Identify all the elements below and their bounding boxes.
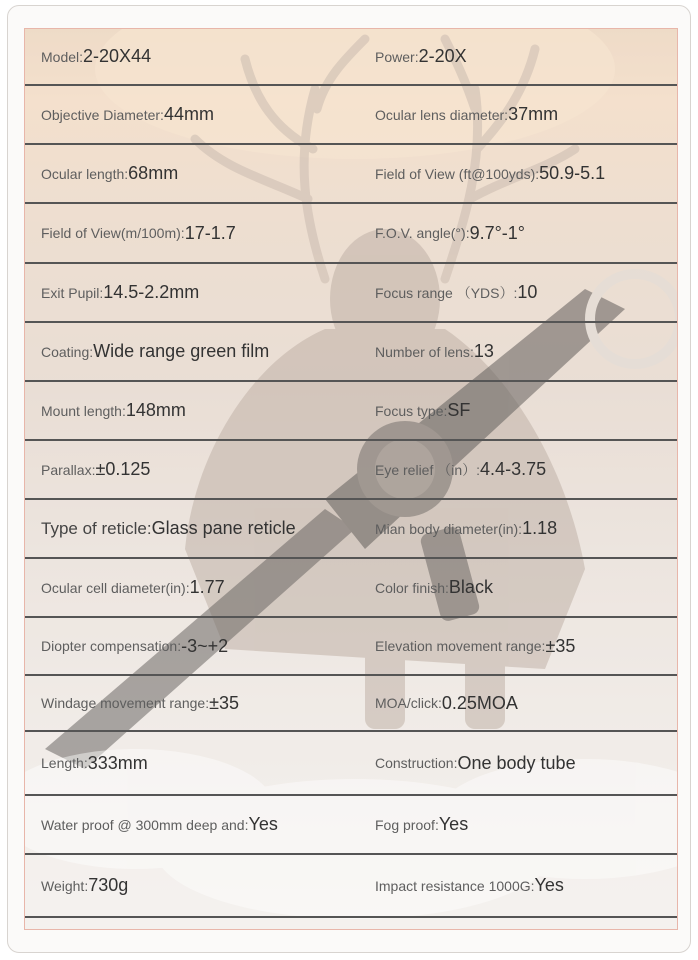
spec-separator: : bbox=[530, 877, 535, 894]
spec-value: Yes bbox=[534, 875, 564, 895]
spec-row bbox=[25, 145, 677, 204]
spec-label: Mian body diameter(in) bbox=[375, 520, 519, 537]
spec-cell-right bbox=[375, 855, 564, 916]
spec-value: Glass pane reticle bbox=[151, 518, 296, 538]
spec-value: Yes bbox=[248, 814, 278, 834]
spec-separator: : bbox=[91, 461, 96, 478]
spec-cell-right bbox=[375, 559, 493, 616]
spec-row bbox=[25, 441, 677, 500]
spec-value: 1.18 bbox=[522, 518, 558, 538]
spec-separator: : bbox=[443, 402, 448, 419]
spec-cell-left bbox=[41, 382, 186, 439]
spec-cell-right bbox=[375, 145, 605, 202]
spec-cell-right bbox=[375, 29, 467, 84]
spec-value: 50.9-5.1 bbox=[539, 163, 606, 183]
spec-label: Focus type bbox=[375, 402, 444, 419]
spec-separator: : bbox=[535, 165, 540, 182]
spec-cell-left bbox=[41, 204, 236, 262]
spec-value: Yes bbox=[438, 814, 469, 834]
spec-label: Ocular cell diameter(in) bbox=[41, 579, 186, 596]
spec-cell-left bbox=[41, 145, 178, 202]
spec-separator: : bbox=[476, 461, 481, 478]
spec-label: Parallax bbox=[41, 461, 92, 478]
spec-label: Number of lens bbox=[375, 343, 470, 360]
spec-row bbox=[25, 204, 677, 264]
spec-value: 17-1.7 bbox=[184, 222, 236, 243]
spec-label: Windage movement range bbox=[41, 695, 206, 711]
spec-separator: : bbox=[99, 284, 104, 301]
spec-label: Power bbox=[375, 48, 415, 65]
spec-label: Elevation movement range bbox=[375, 638, 542, 654]
spec-cell-right bbox=[375, 264, 537, 321]
spec-value: 9.7°-1° bbox=[469, 222, 526, 243]
spec-cell-left bbox=[41, 441, 150, 498]
spec-separator: : bbox=[445, 579, 449, 596]
spec-row bbox=[25, 29, 677, 86]
spec-separator: : bbox=[244, 816, 249, 833]
spec-separator: : bbox=[513, 284, 518, 301]
spec-cell-right bbox=[375, 676, 518, 730]
spec-separator: : bbox=[438, 695, 442, 711]
spec-separator: : bbox=[414, 48, 419, 65]
spec-label: Water proof @ 300mm deep and bbox=[41, 816, 245, 833]
spec-label: Impact resistance 1000G bbox=[375, 877, 531, 894]
spec-value: 1.77 bbox=[189, 577, 225, 597]
spec-label: Model bbox=[41, 48, 80, 65]
spec-cell-right bbox=[375, 382, 470, 439]
spec-cell-left bbox=[41, 323, 269, 380]
spec-cell-right bbox=[375, 732, 576, 794]
spec-value: ±35 bbox=[545, 635, 576, 656]
spec-cell-left bbox=[41, 264, 199, 321]
spec-value: 68mm bbox=[128, 163, 179, 183]
spec-value: SF bbox=[447, 400, 471, 420]
spec-row bbox=[25, 618, 677, 676]
spec-value: 44mm bbox=[163, 104, 214, 124]
spec-label: Ocular length bbox=[41, 165, 125, 182]
spec-separator: : bbox=[205, 695, 210, 711]
spec-separator: : bbox=[504, 106, 509, 123]
spec-cell-left bbox=[41, 559, 225, 616]
spec-label: Length bbox=[41, 755, 84, 771]
spec-value: 2-20X bbox=[418, 46, 467, 66]
spec-row bbox=[25, 382, 677, 441]
spec-panel bbox=[24, 28, 678, 930]
spec-cell-right bbox=[375, 500, 557, 557]
spec-row bbox=[25, 732, 677, 796]
spec-label: Field of View (ft@100yds) bbox=[375, 165, 536, 182]
spec-value: One body tube bbox=[457, 752, 576, 773]
spec-separator: : bbox=[185, 579, 190, 596]
spec-value: Black bbox=[448, 577, 493, 597]
spec-row bbox=[25, 796, 677, 855]
spec-cell-left bbox=[41, 500, 296, 557]
spec-separator: : bbox=[124, 165, 129, 182]
spec-separator: : bbox=[177, 638, 182, 654]
spec-value: 10 bbox=[517, 282, 538, 302]
spec-separator: : bbox=[79, 48, 84, 65]
spec-separator: : bbox=[469, 343, 474, 360]
spec-label: F.O.V. angle(°) bbox=[375, 225, 466, 241]
spec-value: 148mm bbox=[125, 400, 186, 420]
spec-cell-left bbox=[41, 86, 214, 143]
spec-separator: : bbox=[121, 402, 126, 419]
spec-label: Weight bbox=[41, 877, 85, 894]
spec-label: Type of reticle bbox=[41, 518, 147, 538]
spec-row bbox=[25, 676, 677, 732]
spec-label: Coating bbox=[41, 343, 90, 360]
spec-value: ±35 bbox=[209, 692, 239, 713]
spec-value: 730g bbox=[88, 875, 129, 895]
spec-cell-right bbox=[375, 86, 558, 143]
spec-cell-left bbox=[41, 676, 239, 730]
spec-value: 2-20X44 bbox=[83, 46, 152, 66]
spec-value: ±0.125 bbox=[95, 459, 151, 479]
spec-label: Exit Pupil bbox=[41, 284, 100, 301]
spec-value: 13 bbox=[473, 341, 494, 361]
spec-cell-right bbox=[375, 618, 575, 674]
spec-row bbox=[25, 323, 677, 382]
spec-row bbox=[25, 86, 677, 145]
spec-separator: : bbox=[434, 816, 439, 833]
spec-separator: : bbox=[453, 755, 458, 771]
spec-separator: : bbox=[83, 755, 88, 771]
spec-row bbox=[25, 264, 677, 323]
spec-label: Diopter compensation bbox=[41, 638, 178, 654]
spec-value: 14.5-2.2mm bbox=[103, 282, 200, 302]
spec-cell-left bbox=[41, 618, 228, 674]
spec-separator: : bbox=[518, 520, 523, 537]
spec-value: 333mm bbox=[87, 752, 148, 773]
spec-row bbox=[25, 559, 677, 618]
spec-label: Ocular lens diameter bbox=[375, 106, 505, 123]
spec-value: 37mm bbox=[508, 104, 559, 124]
spec-separator: : bbox=[180, 225, 185, 241]
spec-label: MOA/click bbox=[375, 695, 438, 711]
spec-separator: : bbox=[160, 106, 164, 123]
spec-value: 4.4-3.75 bbox=[480, 459, 547, 479]
spec-label: Eye relief （in） bbox=[375, 461, 477, 478]
spec-cell-right bbox=[375, 441, 546, 498]
spec-cell-left bbox=[41, 796, 278, 853]
spec-separator: : bbox=[146, 518, 152, 538]
spec-value: Wide range green film bbox=[93, 341, 270, 361]
spec-label: Fog proof bbox=[375, 816, 435, 833]
spec-label: Mount length bbox=[41, 402, 122, 419]
spec-separator: : bbox=[89, 343, 94, 360]
spec-label: Construction bbox=[375, 755, 454, 771]
spec-cell-right bbox=[375, 796, 468, 853]
spec-table bbox=[25, 29, 677, 929]
spec-label: Objective Diameter bbox=[41, 106, 161, 123]
spec-cell-left bbox=[41, 29, 151, 84]
spec-cell-left bbox=[41, 855, 128, 916]
spec-cell-right bbox=[375, 204, 525, 262]
spec-value: 0.25MOA bbox=[441, 692, 518, 713]
spec-separator: : bbox=[465, 225, 470, 241]
spec-separator: : bbox=[541, 638, 546, 654]
spec-label: Focus range （YDS） bbox=[375, 284, 514, 301]
spec-row bbox=[25, 855, 677, 918]
spec-label: Field of View(m/100m) bbox=[41, 225, 181, 241]
spec-separator: : bbox=[84, 877, 89, 894]
spec-cell-left bbox=[41, 732, 148, 794]
spec-value: -3~+2 bbox=[181, 635, 229, 656]
spec-row bbox=[25, 500, 677, 559]
spec-cell-right bbox=[375, 323, 494, 380]
spec-label: Color finish bbox=[375, 579, 446, 596]
